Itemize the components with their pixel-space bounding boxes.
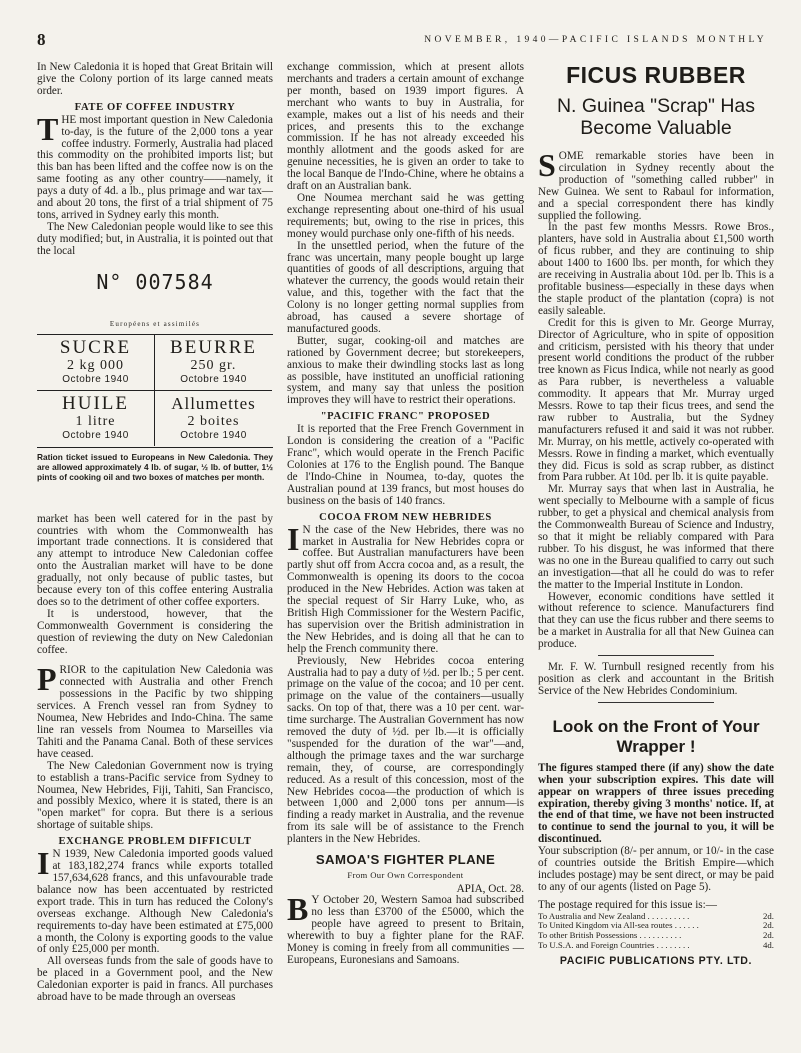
- prior-paragraph-2: The New Caledonian Government now is trying to establish a trans-Pacific service from Sydney to Noumea, New Hebrides, Fiji, Tahiti, San Francisco, and possibly Mexico, where it is stated, there is an "open market" for copra. But there is a serious shortage of suitable ships.: [37, 759, 273, 832]
- ticket-caption: Ration ticket issued to Europeans in New Caledonia. They are allowed approximately 4 lb. of sugar, ½ lb. of butter, 1½ pints of cooking oil and two boxes of matches per month.: [37, 451, 273, 482]
- ticket-subtitle: Européens et assimilés: [109, 319, 201, 328]
- postage-rate: 4d.: [763, 940, 774, 951]
- coffee-paragraph-4: It is understood, however, that the Commonwealth Government is considering the question of reviewing the duty on New Caledonian coffee.: [37, 607, 273, 656]
- samoa-paragraph: [287, 891, 524, 966]
- heading-cocoa: COCOA FROM NEW HEBRIDES: [319, 511, 492, 523]
- exchange-paragraph-2: All overseas funds from the sale of goods have to be placed in a Government pool, and the New Caledonian exporter is paid in francs. All purchases abroad have to be made through an overseas: [37, 955, 273, 1004]
- cell-qty: 2 boites: [187, 413, 240, 429]
- subscription-paragraph: Your subscription (8/- per annum, or 10/- in the case of countries outside the British Empire—which includes postage) may be sent direct, or may be paid to any of our agents (listed on Page 5).: [538, 845, 774, 893]
- coffee-paragraph-2: The New Caledonian people would like to see this duty modified; but, in Australia, it is pointed out that the local: [37, 220, 273, 257]
- prior-paragraph-1: [37, 661, 273, 760]
- drop-cap: S: [538, 147, 556, 183]
- coffee-text-1: HE most important question in New Caledonia to-day, is the future of the 2,000 tons a year coffee industry. Formerly, Australia had placed this commodity on the prohibited imports list; but this ban has been lifted and the coffee now is on the same footing as any other country——namely, it pays a duty of 4d. a lb., plus primage and war tax—and about 20 tons, the first of a trial shipment of 75 tons, arrived in Sydney early this month.: [37, 113, 273, 221]
- ticket-cell-oil: [37, 391, 155, 446]
- ficus-paragraph-2: In the past few months Messrs. Rowe Bros., planters, have sold in Australia about £1,500 worth of ficus rubber, and they are continuing to ship about 1400 to 1600 lbs. per month, for which they are receiving in Australia about 10d. per lb. This is a profitable business—especially in these days when the staple product of the plantation (copra) is not easily saleable.: [538, 221, 774, 317]
- heading-coffee-industry: FATE OF COFFEE INDUSTRY: [74, 101, 236, 113]
- ticket-grid: [37, 334, 273, 448]
- coffee-paragraph-3: market has been well catered for in the past by countries with whom the Commonwealth has important trade connections. It is considered that any attempt to introduce New Caledonian coffee onto the Australian market will have to be done gradually, not only because of public tastes, but because every ton of this coffee entering Australia does so to the detriment of other coffee exporters.: [37, 512, 273, 608]
- wrapper-notice-bold: The figures stamped there (if any) show the date when your subscription expires. This date will appear on wrappers of three issues preceding expiration, thereby giving 3 months' notice. If, at the end of that time, we have not been instructed to continue to send the journal to you, it will be discontinued.: [538, 761, 774, 846]
- cell-qty: 250 gr.: [190, 357, 237, 373]
- postage-row: [538, 921, 774, 931]
- coffee-paragraph-1: [37, 110, 273, 222]
- cell-qty: 2 kg 000: [67, 357, 124, 373]
- ficus-paragraph-3: Credit for this is given to Mr. George Murray, Director of Agriculture, who in spite of opposition and criticism, persisted with his theory that under present world conditions the product of the rubber tree known as Ficus Indica, while not nearly as good as Para rubber, is nevertheless a valuable commodity. It appears that Mr. Murray urged Messrs. Rowe to tap their ficus trees, and send the raw rubber to Australia, but the Sydney manufacturers refused it and said it was not rubber. Mr. Murray, on his mettle, actively co-operated with Messrs. Rowe in finding a market, which eventually they did. Ficus is sold as scrap rubber, as distinct from Para rubber. At 10d. per lb. it is quite payable.: [538, 316, 774, 484]
- cell-item: SUCRE: [59, 336, 132, 358]
- column-1: [37, 62, 273, 1004]
- samoa-dateline: APIA, Oct. 28.: [456, 883, 524, 896]
- postage-rate: 2d.: [763, 930, 774, 941]
- ficus-subtitle: N. Guinea "Scrap" Has Become Valuable: [556, 95, 756, 139]
- drop-cap: I: [287, 520, 300, 557]
- postage-row: [538, 912, 774, 922]
- intro-paragraph: In New Caledonia it is hoped that Great Britain will give the Colony portion of its large canned meats order.: [37, 61, 273, 97]
- ticket-cell-butter: [155, 335, 272, 391]
- ticket-number: N° 007584: [96, 269, 214, 294]
- cell-item: Allumettes: [171, 393, 256, 413]
- postage-dest: To United Kingdom via All-sea routes . . . . . .: [538, 921, 699, 931]
- samoa-byline: From Our Own Correspondent: [347, 870, 464, 881]
- cell-date: Octobre 1940: [62, 429, 129, 441]
- cell-date: Octobre 1940: [180, 429, 247, 441]
- drop-cap: I: [37, 845, 50, 882]
- publisher-name: PACIFIC PUBLICATIONS PTY. LTD.: [559, 954, 753, 967]
- cell-date: Octobre 1940: [62, 373, 129, 385]
- heading-samoa: SAMOA'S FIGHTER PLANE: [315, 852, 496, 868]
- postage-dest: To Australia and New Zealand . . . . . . . . . .: [538, 911, 690, 921]
- col2-paragraph-4: Butter, sugar, cooking-oil and matches are rationed by Government decree; but storekeepers, anxious to make their dwindling stocks last as long as possible, have instituted an unofficial rationing system, and many say that unless the position improves they will have to restrict their operations.: [287, 334, 524, 407]
- exchange-text-1: N 1939, New Caledonia imported goods valued at 183,182,274 francs while exports totalled 157,634,628 francs, and this unfavourable trade balance now has been accentuated by restricted export trade. This in turn has reduced the Colony's overseas exchange. Although New Caledonia's requirements to-day have been estimated at £75,000 a month, the Colony is exporting goods to the value of only £25,000 per month.: [37, 848, 273, 956]
- ficus-paragraph-4: Mr. Murray says that when last in Australia, he went specially to Melbourne with a sample of ficus rubber, to get a physical and chemical analysis from the Commonwealth Bureau of Science and Industry, so that it might be reliably compared with Para rubber. To his disgust, he was informed that there was no one in the Bureau qualified to carry out such an investigation—that all he could do was to refer the matter to the Imperial Institute in London.: [538, 483, 774, 591]
- cell-qty: 1 litre: [75, 413, 116, 429]
- cocoa-text-1: N the case of the New Hebrides, there was no market in Australia for New Hebrides copra or coffee. But Australian manufacturers have been partly shut off from Accra cocoa and, as a result, the Commonwealth is opening its doors to the cocoa produced in the New Hebrides. Action was taken at the special request of Sir Harry Luke, who, as British High Commissioner for the Western Pacific, has supervision over the British administration in the New Hebrides, and is doing all that he can to help the French community there.: [287, 523, 524, 655]
- running-head: NOVEMBER, 1940—PACIFIC ISLANDS MONTHLY: [424, 35, 767, 45]
- cocoa-paragraph-1: [287, 520, 524, 656]
- postage-dest: To U.S.A. and Foreign Countries . . . . . . . .: [538, 941, 690, 951]
- col2-paragraph-1: exchange commission, which at present allots merchants and traders a certain amount of exchange per month, based on 1939 import figures. A merchant who wants to buy in Australia, for example, makes out a list of his needs and their prices, and presents this to the exchange commission. If he has not already exceeded his monthly allotment and the goods asked for are genuine necessities, he is given an order to take to the local Banque de l'Indo-Chine, where he obtains a draft on an Australian bank.: [287, 61, 524, 193]
- drop-cap: T: [37, 110, 59, 147]
- divider: [598, 702, 714, 703]
- column-3: [538, 62, 774, 967]
- postage-rate: 2d.: [763, 920, 774, 931]
- ticket-cell-matches: [155, 391, 272, 446]
- postage-rate: 2d.: [763, 910, 774, 921]
- heading-pacific-franc: "PACIFIC FRANC" PROPOSED: [320, 411, 491, 423]
- postage-dest: To other British Possessions . . . . . . . . . .: [538, 931, 682, 941]
- col2-paragraph-2: One Noumea merchant said he was getting exchange representing about one-third of his usual requirements; but, owing to the rise in prices, this money would purchase only one-fifth of his needs.: [287, 191, 524, 240]
- prior-text-1: RIOR to the capitulation New Caledonia was connected with Australia and other French possessions in the Pacific by two shipping services. A French vessel ran from Sydney to Noumea, New Hebrides and Indo-China. The same line ran vessels from Noumea to Marseilles via Tahiti and the Panama Canal. Both of these services have ceased.: [37, 664, 273, 760]
- ficus-text-1: OME remarkable stories have been in circulation in Sydney recently about the production of "something called rubber" in New Guinea. We sent to Rabaul for information, and a special correspondent there has kindly supplied the following.: [538, 150, 774, 222]
- page-number: 8: [37, 30, 46, 49]
- wrapper-notice-title: Look on the Front of Your Wrapper !: [552, 716, 760, 756]
- drop-cap: P: [37, 661, 57, 698]
- cell-item: BEURRE: [170, 336, 257, 358]
- ficus-paragraph-5: However, economic conditions have settled it without reference to science. Manufacturers find that they can use the ficus rubber and there seems to be a market in Australia for all that New Guinea can produce.: [538, 590, 774, 651]
- turnbull-paragraph: Mr. F. W. Turnbull resigned recently from his position as clerk and accountant in the British Service of the New Hebrides Condominium.: [538, 661, 774, 697]
- postage-row: [538, 931, 774, 941]
- ficus-paragraph-1: [538, 147, 774, 222]
- samoa-text: Y October 20, Western Samoa had subscribed no less than £3700 of the £5000, which the people have agreed to present to Britain, wherewith to buy a fighter plane for the RAF. Money is coming in freely from all communities — Europeans, Euronesians and Samoans.: [287, 894, 524, 966]
- page-header: [37, 30, 767, 50]
- ficus-title: FICUS RUBBER: [566, 62, 746, 88]
- postage-intro: The postage required for this issue is:—: [538, 898, 717, 911]
- col2-paragraph-3: In the unsettled period, when the future of the franc was uncertain, many people bought up large quantities of goods of all descriptions, arguing that whatever the currency, the goods would retain their value, and this, together with the fact that the Colony is no longer getting normal supplies from abroad, has caused a severe shortage of manufactured goods.: [287, 239, 524, 335]
- cell-item: HUILE: [62, 392, 129, 414]
- postage-table: [538, 912, 774, 951]
- cell-date: Octobre 1940: [180, 373, 247, 385]
- postage-row: [538, 941, 774, 951]
- divider: [598, 655, 714, 656]
- cocoa-paragraph-2: Previously, New Hebrides cocoa entering Australia had to pay a duty of ½d. per lb.; 5 per cent. primage on the value of the cocoa; and 10 per cent. primage on the value of the containers—usually sacks. On top of that, there was a 10 per cent. war-time surcharge. The Australian Government has now removed the duty of ½d. per lb.—it is officially "suspended for the duration of the war"—and, although the primage taxes and the war surcharge remain, they, of course, are correspondingly reduced. As a result of this concession, most of the New Hebrides cocoa—the production of which is between 1,000 and 2,000 tons per annum—is finding a ready market in Australia, and the revenue from its sale will be of assistance to the French planters in the New Hebrides.: [287, 654, 524, 846]
- column-2: [287, 62, 524, 967]
- drop-cap: B: [287, 891, 309, 928]
- heading-exchange-problem: EXCHANGE PROBLEM DIFFICULT: [58, 836, 252, 848]
- ticket-cell-sugar: [37, 335, 155, 391]
- exchange-paragraph-1: [37, 845, 273, 956]
- franc-paragraph: It is reported that the Free French Government in London is considering the creation of a "Pacific Franc", which would operate in the French Pacific Colonies at 176 to the English pound. The Banque de l'Indo-Chine in Noumea, to-day, quotes the Australian pound at 139 francs, but most houses do business on the basis of 140 francs.: [287, 423, 524, 507]
- ration-ticket-figure: [37, 270, 273, 508]
